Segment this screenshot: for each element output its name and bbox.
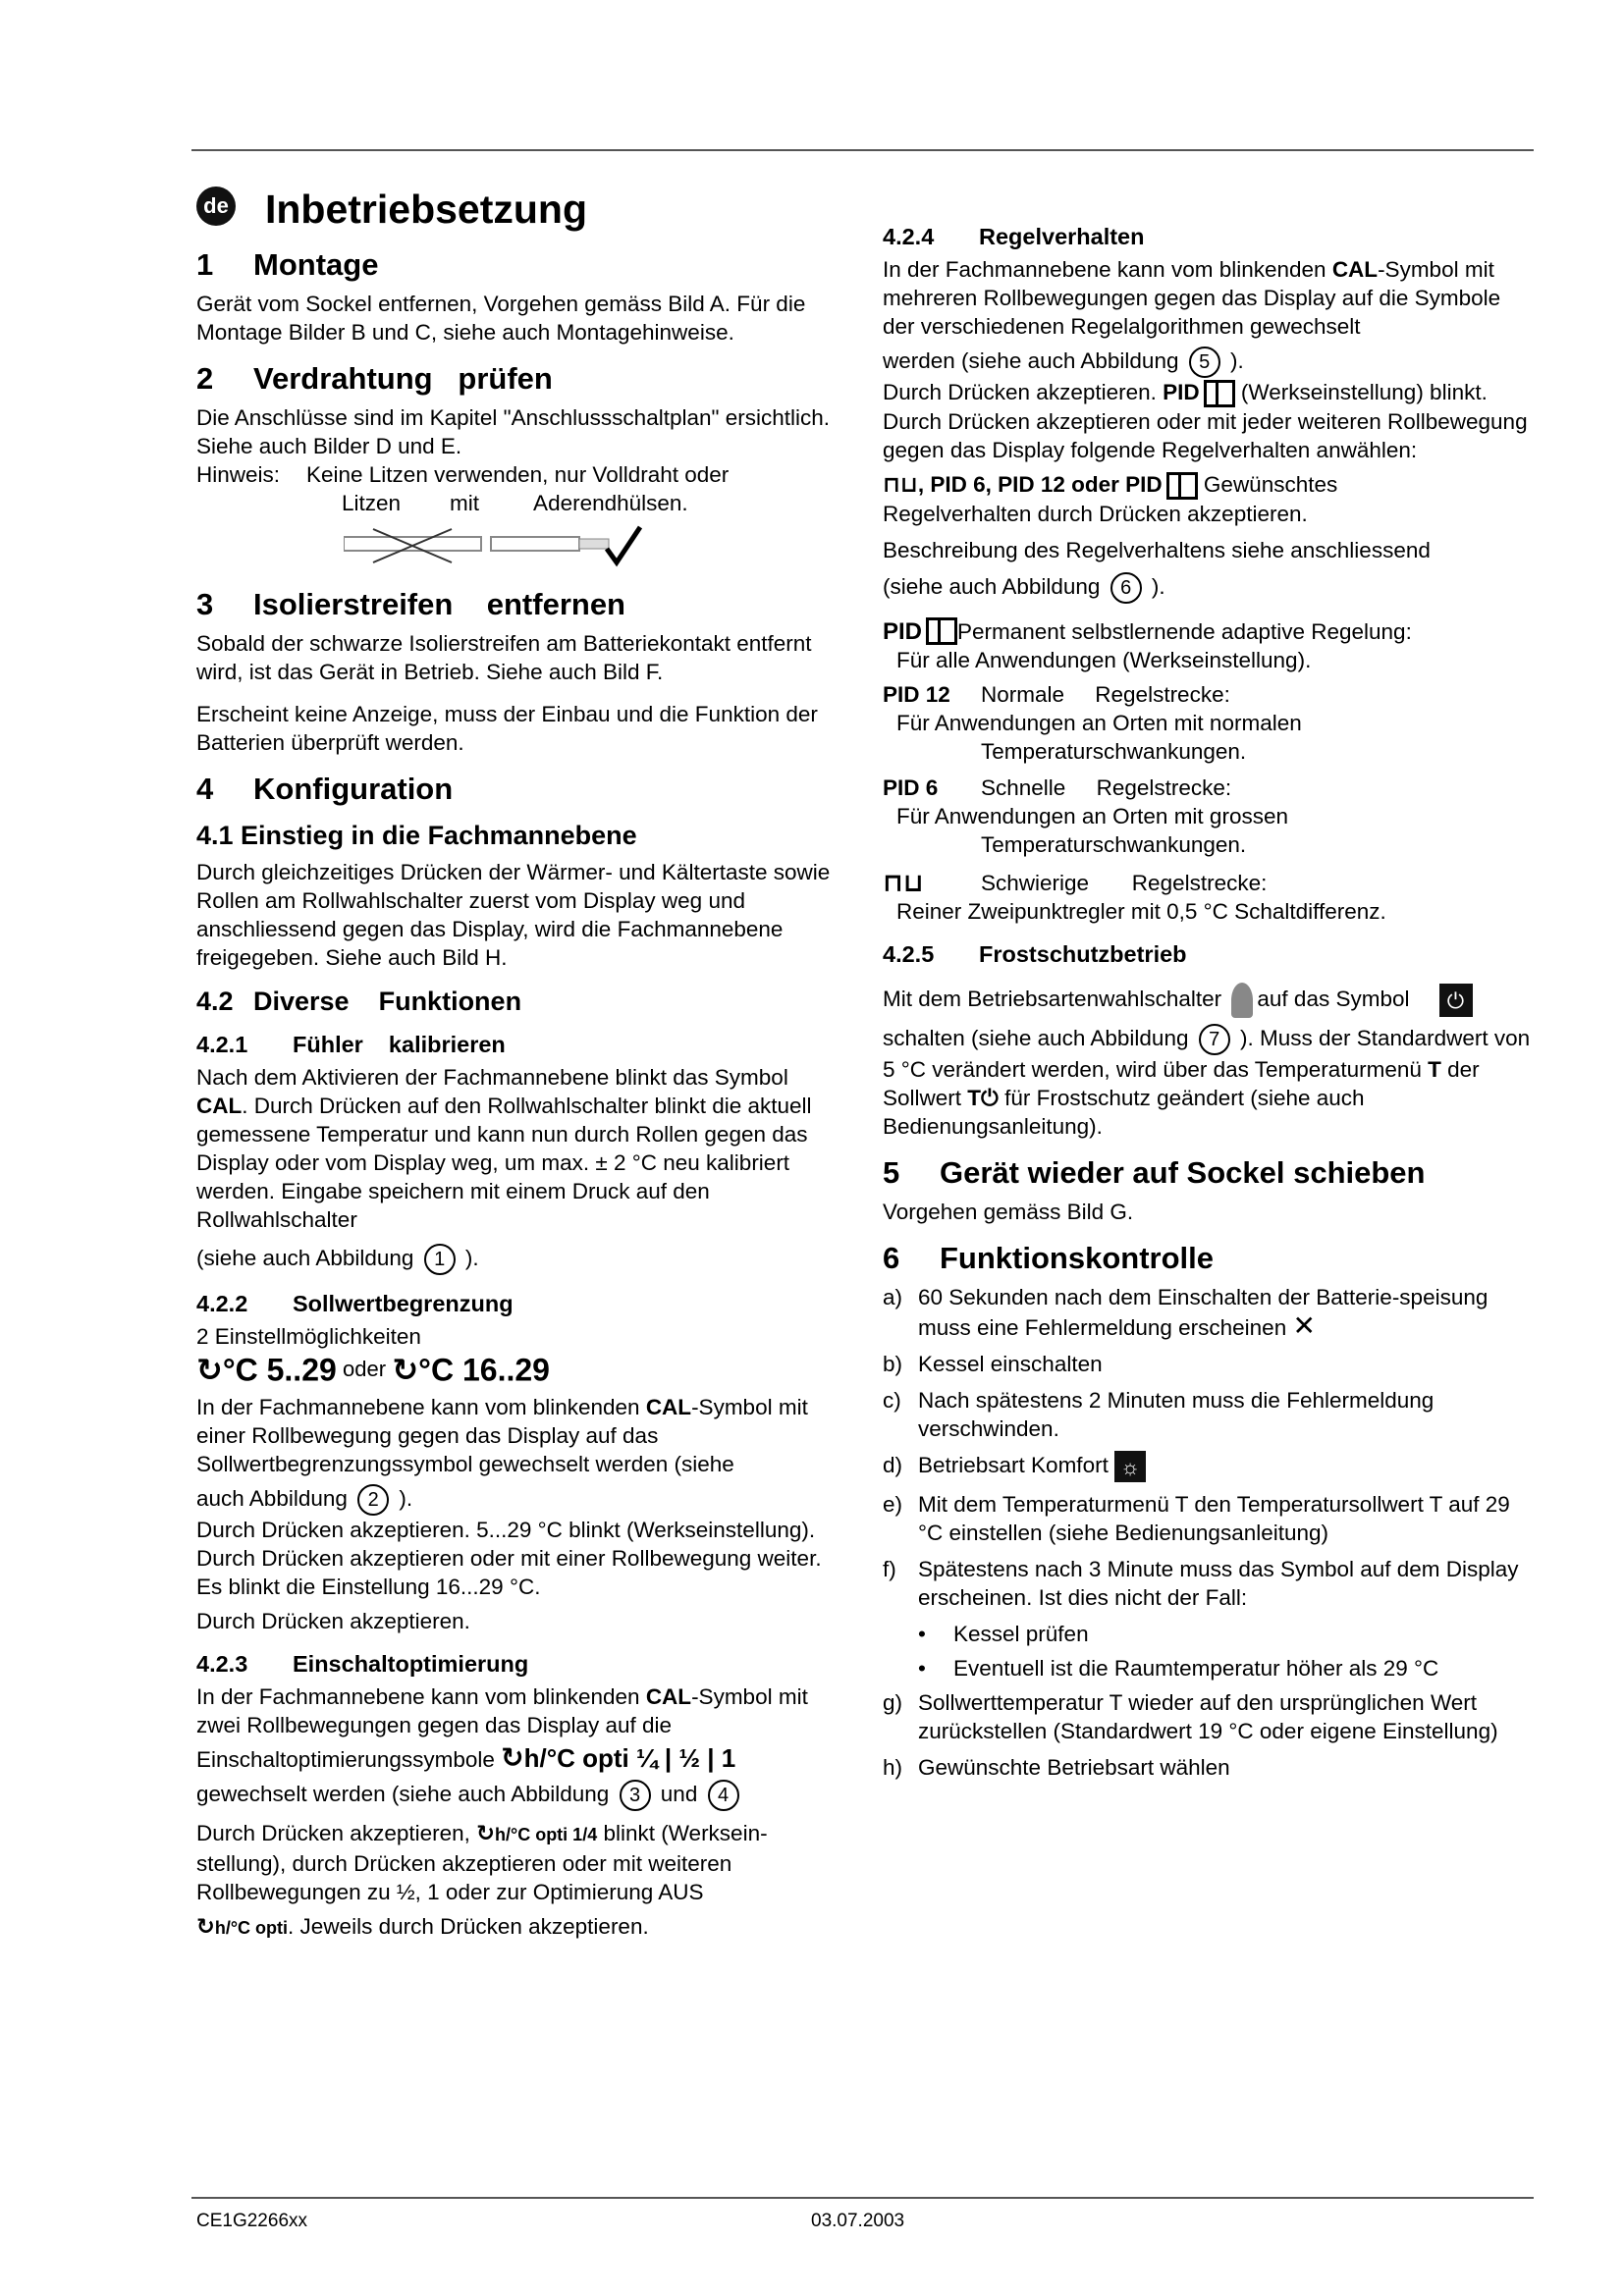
- section-3-text-1: Sobald der schwarze Isolierstreifen am Batteriekontakt entfernt wird, ist das Gerät in Betrieb. Siehe auch Bild F.: [196, 631, 812, 684]
- power-standby-icon: ⏻: [1439, 984, 1473, 1017]
- list-item: c) Nach spätestens 2 Minuten muss die Fehlermeldung verschwinden.: [883, 1388, 1435, 1442]
- left-column: [196, 187, 839, 1956]
- section-4-2-4-text: In der Fachmannebene kann vom blinkenden CAL-Symbol mit mehreren Rollbewegungen gegen das Display auf die Symbole der verschiedenen Regelalgorithmen gewechselt: [883, 257, 1501, 339]
- bullet-item: • Eventuell ist die Raumtemperatur höher als 29 °C: [918, 1656, 1439, 1682]
- section-4-2-1-ref: (siehe auch Abbildung 1 ).: [196, 1244, 839, 1275]
- two-point-desc: Reiner Zweipunktregler mit 0,5 °C Schaltdifferenz.: [896, 899, 1386, 925]
- figure-7-ref: 7: [1199, 1024, 1230, 1055]
- section-3-heading: 3 Isolierstreifen entfernen: [196, 587, 625, 621]
- adaptive-book-icon: [926, 617, 957, 645]
- section-4-2-2-ref: auch Abbildung 2 ).: [196, 1484, 839, 1516]
- section-4-2-heading: 4.2 Diverse Funktionen: [196, 987, 522, 1016]
- section-1-text: Gerät vom Sockel entfernen, Vorgehen gemäss Bild A. Für die Montage Bilder B und C, siehe auch Montagehinweise.: [196, 292, 806, 345]
- section-4-2-2-final: Durch Drücken akzeptieren.: [196, 1608, 470, 1633]
- figure-2-ref: 2: [357, 1484, 389, 1516]
- section-2-text: Die Anschlüsse sind im Kapitel "Anschlussschaltplan" ersichtlich. Siehe auch Bilder D und E.: [196, 405, 831, 458]
- bullet-item: • Kessel prüfen: [918, 1622, 1089, 1647]
- section-4-2-2-heading: 4.2.2 Sollwertbegrenzung: [196, 1291, 514, 1317]
- document-id: CE1G2266xx: [196, 2211, 308, 2231]
- figure-4-ref: 4: [708, 1780, 739, 1811]
- section-4-2-4-ref: werden (siehe auch Abbildung 5 ).: [883, 347, 1531, 378]
- section-4-2-4-options: ⊓⊔, PID 6, PID 12 oder PID Gewünschtes: [883, 470, 1531, 500]
- section-5-heading: 5 Gerät wieder auf Sockel schieben: [883, 1155, 1426, 1191]
- pid-adaptive-row: PID Permanent selbstlernende adaptive Regelung:: [883, 618, 1412, 646]
- figure-6-ref: 6: [1110, 572, 1142, 604]
- section-4-2-2-options: 2 Einstellmöglichkeiten: [196, 1324, 421, 1350]
- section-4-2-5-text-2: schalten (siehe auch Abbildung 7 ). Muss der Standardwert von 5 °C verändert werden, wird über das Temperaturmenü T der Sollwert T⏻ für Frostschutz geändert (siehe auch Bedienungsanleitung).: [883, 1026, 1531, 1140]
- hint-continuation: Litzen mit Aderendhülsen.: [342, 491, 688, 515]
- section-4-2-3-heading: 4.2.3 Einschaltoptimierung: [196, 1650, 529, 1677]
- cycle-icon: ↻: [476, 1820, 495, 1845]
- setpoint-limit-symbols: ↻°C 5..29 oder ↻°C 16..29: [196, 1352, 550, 1388]
- two-point-control-icon: ⊓⊔: [883, 472, 918, 498]
- comfort-sun-icon: ☼: [1114, 1451, 1146, 1482]
- section-4-2-2-text: In der Fachmannebene kann vom blinkenden CAL-Symbol mit einer Rollbewegung gegen das Display auf das Sollwertbegrenzungssymbol gewechselt werden (siehe: [196, 1394, 808, 1476]
- language-badge: de: [196, 187, 236, 226]
- section-3-text-2: Erscheint keine Anzeige, muss der Einbau und die Funktion der Batterien überprüft werden.: [196, 702, 818, 755]
- section-4-2-2-accept: Durch Drücken akzeptieren. 5...29 °C blinkt (Werkseinstellung). Durch Drücken akzeptieren oder mit einer Rollbewegung weiter.: [196, 1517, 822, 1571]
- figure-1-ref: 1: [424, 1244, 456, 1275]
- section-4-2-2-blink: Es blinkt die Einstellung 16...29 °C.: [196, 1574, 541, 1599]
- pid12-desc: Für Anwendungen an Orten mit normalen: [896, 711, 1302, 736]
- section-4-2-5-heading: 4.2.5 Frostschutzbetrieb: [883, 941, 1187, 968]
- pid-adaptive-desc: Für alle Anwendungen (Werkseinstellung).: [896, 648, 1312, 673]
- section-5-text: Vorgehen gemäss Bild G.: [883, 1200, 1134, 1225]
- list-item: b) Kessel einschalten: [883, 1352, 1103, 1377]
- section-2-heading: 2 Verdrahtung prüfen: [196, 361, 553, 396]
- page-title: [196, 187, 839, 233]
- section-4-2-3-accept: Durch Drücken akzeptieren, ↻h/°C opti 1/4 blinkt (Werksein-stellung), durch Drücken akzeptieren oder mit weiteren Rollbewegungen zu ½, 1 oder zur Optimierung AUS: [196, 1820, 768, 1904]
- section-4-2-5-text: Mit dem Betriebsartenwahlschalter auf das Symbol ⏻: [883, 983, 1531, 1018]
- section-4-heading: 4 Konfiguration: [196, 772, 454, 806]
- pid6-desc-2: Temperaturschwankungen.: [981, 832, 1247, 858]
- check-list: [883, 1283, 1531, 1612]
- cycle-icon: ↻: [392, 1352, 419, 1388]
- section-4-2-1-text: Nach dem Aktivieren der Fachmannebene blinkt das Symbol CAL. Durch Drücken auf den Rollwahlschalter blinkt die aktuell gemessene Temperatur und kann nun durch Rollen gegen das Display oder vom Display weg, um max. ± 2 °C neu kalibriert werden. Eingabe speichern mit einem Druck auf den Rollwahlschalter: [196, 1065, 812, 1232]
- section-4-2-4-heading: 4.2.4 Regelverhalten: [883, 224, 1145, 249]
- top-rule: [191, 149, 1534, 151]
- adaptive-book-icon: [1204, 380, 1235, 407]
- adaptive-book-icon: [1166, 472, 1198, 500]
- bottom-rule: [191, 2197, 1534, 2199]
- page-title-text: Inbetriebsetzung: [265, 187, 588, 232]
- two-point-control-icon: ⊓⊔: [883, 868, 924, 898]
- pid12-desc-2: Temperaturschwankungen.: [981, 739, 1247, 765]
- section-4-2-3-off: ↻h/°C opti. Jeweils durch Drücken akzeptieren.: [196, 1913, 649, 1939]
- figure-3-ref: 3: [620, 1780, 651, 1811]
- cycle-icon: ↻: [501, 1741, 524, 1773]
- wire-illustration: [344, 523, 839, 572]
- list-item: a) 60 Sekunden nach dem Einschalten der Batterie-speisung muss eine Fehlermeldung erscheinen ✕: [883, 1285, 1489, 1342]
- document-date: 03.07.2003: [811, 2211, 905, 2231]
- pid6-desc: Für Anwendungen an Orten mit grossen: [896, 804, 1288, 829]
- section-4-1-text: Durch gleichzeitiges Drücken der Wärmer- und Kältertaste sowie Rollen am Rollwahlschalter zuerst vom Display weg und anschliessend gegen das Display, wird die Fachmannebene freigegeben. Siehe auch Bild H.: [196, 860, 831, 970]
- mode-selector-icon: [1231, 983, 1253, 1018]
- section-4-2-4-desc: Beschreibung des Regelverhaltens siehe anschliessend: [883, 538, 1431, 563]
- error-symbol-icon: ✕: [1292, 1310, 1316, 1342]
- list-item: g) Sollwerttemperatur T wieder auf den ursprünglichen Wert zurückstellen (Standardwert 19 °C oder eigene Einstellung): [883, 1690, 1498, 1744]
- section-4-2-1-heading: 4.2.1 Fühler kalibrieren: [196, 1032, 506, 1057]
- list-item: f) Spätestens nach 3 Minute muss das Symbol auf dem Display erscheinen. Ist dies nicht der Fall:: [883, 1557, 1519, 1611]
- cycle-icon: ↻: [196, 1352, 223, 1388]
- section-4-2-3-text: In der Fachmannebene kann vom blinkenden CAL-Symbol mit zwei Rollbewegungen gegen das Display auf die: [196, 1683, 808, 1737]
- section-4-2-4-accept: Durch Drücken akzeptieren. PID (Werkseinstellung) blinkt. Durch Drücken akzeptieren oder mit jeder weiteren Rollbewegung gegen das Display folgende Regelverhalten anwählen:: [883, 380, 1528, 463]
- section-4-2-3-ref: gewechselt werden (siehe auch Abbildung 3 und 4: [196, 1780, 839, 1811]
- list-item: h) Gewünschte Betriebsart wählen: [883, 1755, 1230, 1781]
- section-4-2-4-ref-2: (siehe auch Abbildung 6 ).: [883, 572, 1531, 604]
- pid6-row: PID 6 Schnelle Regelstrecke:: [883, 775, 1232, 801]
- stranded-wire-crossed-icon: [344, 523, 658, 572]
- section-1-heading: 1 Montage: [196, 247, 379, 282]
- section-4-2-4-accept-2: Regelverhalten durch Drücken akzeptieren.: [883, 502, 1308, 527]
- figure-5-ref: 5: [1189, 347, 1220, 378]
- section-6-heading: 6 Funktionskontrolle: [883, 1241, 1214, 1276]
- list-item: d) Betriebsart Komfort ☼: [883, 1451, 1531, 1482]
- pid12-row: PID 12 Normale Regelstrecke:: [883, 682, 1230, 708]
- cycle-icon: ↻: [196, 1913, 215, 1939]
- power-icon: ⏻: [981, 1086, 999, 1111]
- right-column: [883, 222, 1531, 1789]
- list-item: e) Mit dem Temperaturmenü T den Temperatursollwert T auf 29 °C einstellen (siehe Bedienungsanleitung): [883, 1492, 1510, 1546]
- two-point-row: ⊓⊔ Schwierige Regelstrecke:: [883, 868, 1268, 898]
- section-4-1-heading: 4.1 Einstieg in die Fachmannebene: [196, 821, 637, 850]
- hint-row: Hinweis: Keine Litzen verwenden, nur Volldraht oder: [196, 462, 730, 487]
- optimization-symbols: Einschaltoptimierungssymbole ↻h/°C opti ¼ | ½ | 1: [196, 1741, 736, 1773]
- check-list-continued: [883, 1688, 1531, 1782]
